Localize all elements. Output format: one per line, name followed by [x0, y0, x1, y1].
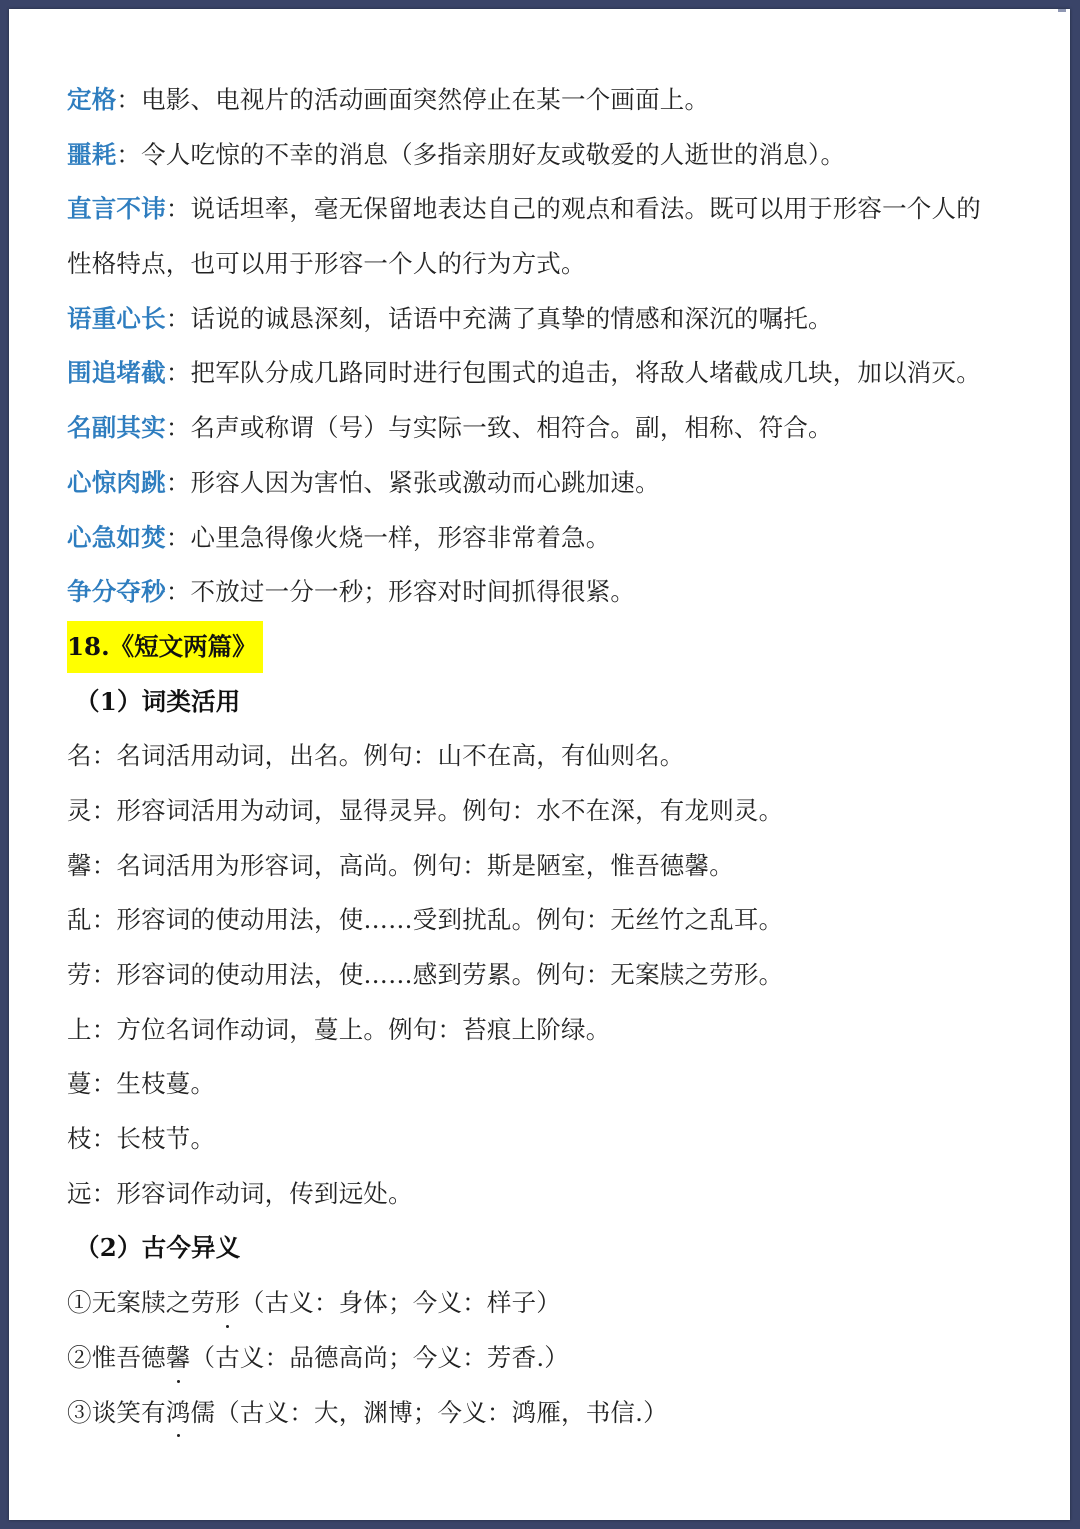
vocab-separator: ： [165, 194, 191, 224]
vocab-entry [67, 401, 1047, 456]
vocab-term: 噩耗 [67, 139, 117, 169]
vocab-separator: ： [116, 85, 142, 114]
emphasized-character: 馨 [166, 1331, 191, 1386]
meaning-phrase-start: ③谈笑有 [67, 1397, 166, 1427]
vocab-entry [67, 511, 1047, 566]
usage-item: 枝：长枝节。 [67, 1124, 216, 1154]
emphasized-character: 鸿 [166, 1386, 191, 1441]
vocab-separator: ： [165, 413, 191, 443]
usage-item: 乱：形容词的使动用法，使……受到扰乱。例句：无丝竹之乱耳。 [67, 905, 784, 935]
usage-item: 馨：名词活用为形容词，高尚。例句：斯是陋室，惟吾德馨。 [67, 850, 734, 880]
meaning-item [67, 1276, 1047, 1331]
vocab-definition: 不放过一分一秒；形容对时间抓得很紧。 [190, 577, 636, 607]
vocab-entry [67, 182, 1047, 237]
vocab-separator: ： [165, 577, 191, 607]
usage-item: 名：名词活用动词，出名。例句：山不在高，有仙则名。 [67, 741, 685, 771]
vocab-term: 争分夺秒 [67, 577, 166, 607]
vocab-separator: ： [165, 358, 191, 388]
meaning-item [67, 1386, 1047, 1441]
document-content [67, 73, 1047, 1440]
vocab-definition: 名声或称谓（号）与实际一致、相符合。副，相称、符合。 [190, 413, 833, 443]
corner-mark [1058, 9, 1066, 12]
vocab-entry [67, 346, 1047, 401]
vocab-term: 语重心长 [67, 303, 166, 333]
vocab-definition: 说话坦率，毫无保留地表达自己的观点和看法。既可以用于形容一个人的 [190, 194, 981, 224]
vocab-term: 心急如焚 [67, 522, 166, 552]
vocab-entry [67, 292, 1047, 347]
vocab-definition: 电影、电视片的活动画面突然停止在某一个画面上。 [141, 85, 710, 114]
vocab-term: 定格 [67, 85, 117, 114]
vocab-term: 围追堵截 [67, 358, 166, 388]
vocab-definition-continued: 性格特点，也可以用于形容一个人的行为方式。 [67, 249, 586, 279]
section-heading-row [67, 620, 1047, 675]
vocab-entry [67, 565, 1047, 620]
document-page [9, 9, 1070, 1520]
vocab-definition: 令人吃惊的不幸的消息（多指亲朋好友或敬爱的人逝世的消息）。 [141, 139, 846, 169]
subsection-heading: （1）词类活用 [75, 686, 241, 716]
subsection-heading: （2）古今异义 [75, 1233, 241, 1263]
usage-item: 灵：形容词活用为动词，显得灵异。例句：水不在深，有龙则灵。 [67, 795, 784, 825]
vocab-separator: ： [116, 139, 142, 169]
vocab-separator: ： [165, 522, 191, 552]
meaning-explanation: （古义：身体；今义：样子） [239, 1288, 562, 1318]
vocab-entry [67, 128, 1047, 183]
vocab-entry [67, 456, 1047, 511]
emphasized-character: 形 [215, 1276, 240, 1331]
vocab-entry [67, 73, 1047, 128]
vocab-term: 心惊肉跳 [67, 467, 166, 497]
usage-item: 远：形容词作动词，传到远处。 [67, 1178, 413, 1208]
meaning-explanation: （古义：品德高尚；今义：芳香.） [190, 1342, 570, 1372]
vocab-separator: ： [165, 303, 191, 333]
vocab-separator: ： [165, 467, 191, 497]
meaning-item [67, 1331, 1047, 1386]
usage-item: 上：方位名词作动词，蔓上。例句：苔痕上阶绿。 [67, 1014, 611, 1044]
section-title: 18.《短文两篇》 [67, 621, 263, 673]
vocab-definition: 把军队分成几路同时进行包围式的追击，将敌人堵截成几块，加以消灭。 [190, 358, 981, 388]
vocab-definition: 话说的诚恳深刻，话语中充满了真挚的情感和深沉的嘱托。 [190, 303, 833, 333]
vocab-term: 名副其实 [67, 413, 166, 443]
meaning-phrase-start: ②惟吾德 [67, 1342, 166, 1372]
usage-item: 蔓：生枝蔓。 [67, 1069, 216, 1099]
meaning-explanation: 儒（古义：大，渊博；今义：鸿雁，书信.） [190, 1397, 668, 1427]
vocab-definition: 心里急得像火烧一样，形容非常着急。 [190, 522, 611, 552]
vocab-definition: 形容人因为害怕、紧张或激动而心跳加速。 [190, 467, 660, 497]
usage-item: 劳：形容词的使动用法，使……感到劳累。例句：无案牍之劳形。 [67, 960, 784, 989]
vocab-term: 直言不讳 [67, 194, 166, 224]
meaning-phrase-start: ①无案牍之劳 [67, 1288, 216, 1318]
